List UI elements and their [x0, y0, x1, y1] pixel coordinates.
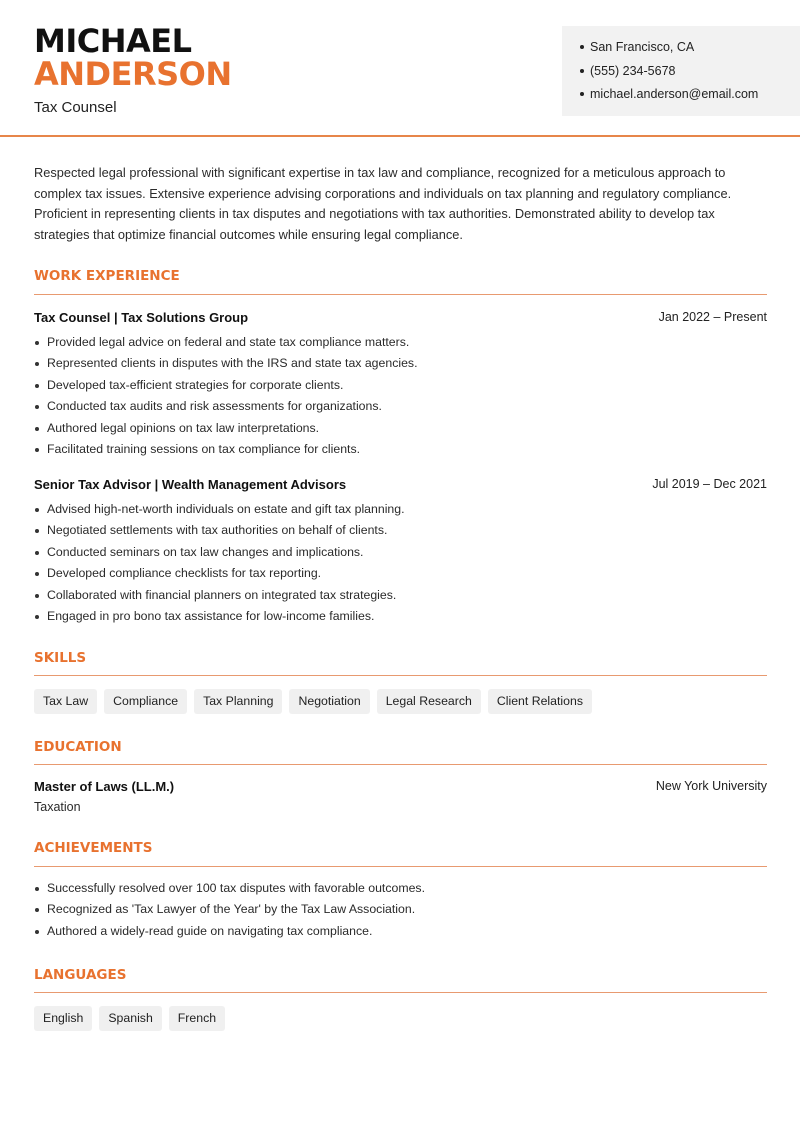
first-name: MICHAEL	[34, 22, 192, 60]
list-item: Engaged in pro bono tax assistance for low-income families.	[34, 606, 767, 627]
last-name: ANDERSON	[34, 55, 232, 93]
skill-tag: Legal Research	[377, 689, 481, 714]
list-item: Facilitated training sessions on tax compliance for clients.	[34, 439, 767, 460]
section-divider	[34, 992, 767, 993]
section-title-education: EDUCATION	[34, 739, 122, 755]
list-item: Collaborated with financial planners on integrated tax strategies.	[34, 585, 767, 606]
job-dates: Jan 2022 – Present	[658, 310, 767, 324]
education-school: New York University	[655, 779, 767, 793]
contact-email: michael.anderson@email.com	[580, 86, 800, 110]
job-header	[34, 310, 767, 328]
list-item: Conducted tax audits and risk assessments for organizations.	[34, 396, 767, 417]
education-degree: Master of Laws (LL.M.)	[34, 779, 175, 794]
list-item: Authored a widely-read guide on navigating tax compliance.	[34, 921, 767, 942]
job-bullets	[34, 499, 767, 627]
language-tag: Spanish	[99, 1006, 161, 1031]
list-item: Successfully resolved over 100 tax disputes with favorable outcomes.	[34, 878, 767, 899]
section-title-skills: SKILLS	[34, 650, 87, 666]
job-role: Tax Counsel | Tax Solutions Group	[34, 310, 249, 325]
list-item: Negotiated settlements with tax authorities on behalf of clients.	[34, 520, 767, 541]
skill-tag: Tax Planning	[194, 689, 282, 714]
section-title-achievements: ACHIEVEMENTS	[34, 840, 153, 856]
skills-tags	[34, 689, 592, 714]
contact-box	[562, 26, 800, 116]
contact-location: San Francisco, CA	[580, 39, 800, 63]
section-divider	[34, 764, 767, 765]
list-item: Conducted seminars on tax law changes and implications.	[34, 542, 767, 563]
job-header	[34, 477, 767, 495]
list-item: Represented clients in disputes with the IRS and state tax agencies.	[34, 353, 767, 374]
section-divider	[34, 294, 767, 295]
section-divider	[34, 866, 767, 867]
section-title-work: WORK EXPERIENCE	[34, 268, 180, 284]
job-bullets	[34, 332, 767, 460]
summary-paragraph: Respected legal professional with significant expertise in tax law and compliance, recognized for a meticulous approach to complex tax issues. Extensive experience advising corporations and individuals on tax planning and regulatory compliance. Proficient in representing clients in tax disputes and negotiations with tax authorities. Demonstrated ability to develop tax strategies that optimize financial outcomes while ensuring legal compliance.	[34, 165, 732, 243]
education-field: Taxation	[34, 800, 81, 814]
section-divider	[34, 675, 767, 676]
job-dates: Jul 2019 – Dec 2021	[652, 477, 767, 491]
skill-tag: Negotiation	[289, 689, 369, 714]
skill-tag: Compliance	[104, 689, 187, 714]
job-role: Senior Tax Advisor | Wealth Management Advisors	[34, 477, 347, 492]
skill-tag: Tax Law	[34, 689, 97, 714]
list-item: Recognized as 'Tax Lawyer of the Year' by the Tax Law Association.	[34, 899, 767, 920]
list-item: Authored legal opinions on tax law interpretations.	[34, 418, 767, 439]
list-item: Provided legal advice on federal and state tax compliance matters.	[34, 332, 767, 353]
contact-phone: (555) 234-5678	[580, 63, 800, 87]
achievements-list	[34, 878, 767, 942]
language-tag: French	[169, 1006, 225, 1031]
job-title: Tax Counsel	[34, 99, 117, 116]
resume-header	[0, 0, 800, 137]
skill-tag: Client Relations	[488, 689, 592, 714]
list-item: Developed tax-efficient strategies for corporate clients.	[34, 375, 767, 396]
list-item: Developed compliance checklists for tax reporting.	[34, 563, 767, 584]
language-tag: English	[34, 1006, 92, 1031]
list-item: Advised high-net-worth individuals on estate and gift tax planning.	[34, 499, 767, 520]
language-tags	[34, 1006, 225, 1031]
section-title-languages: LANGUAGES	[34, 967, 127, 983]
